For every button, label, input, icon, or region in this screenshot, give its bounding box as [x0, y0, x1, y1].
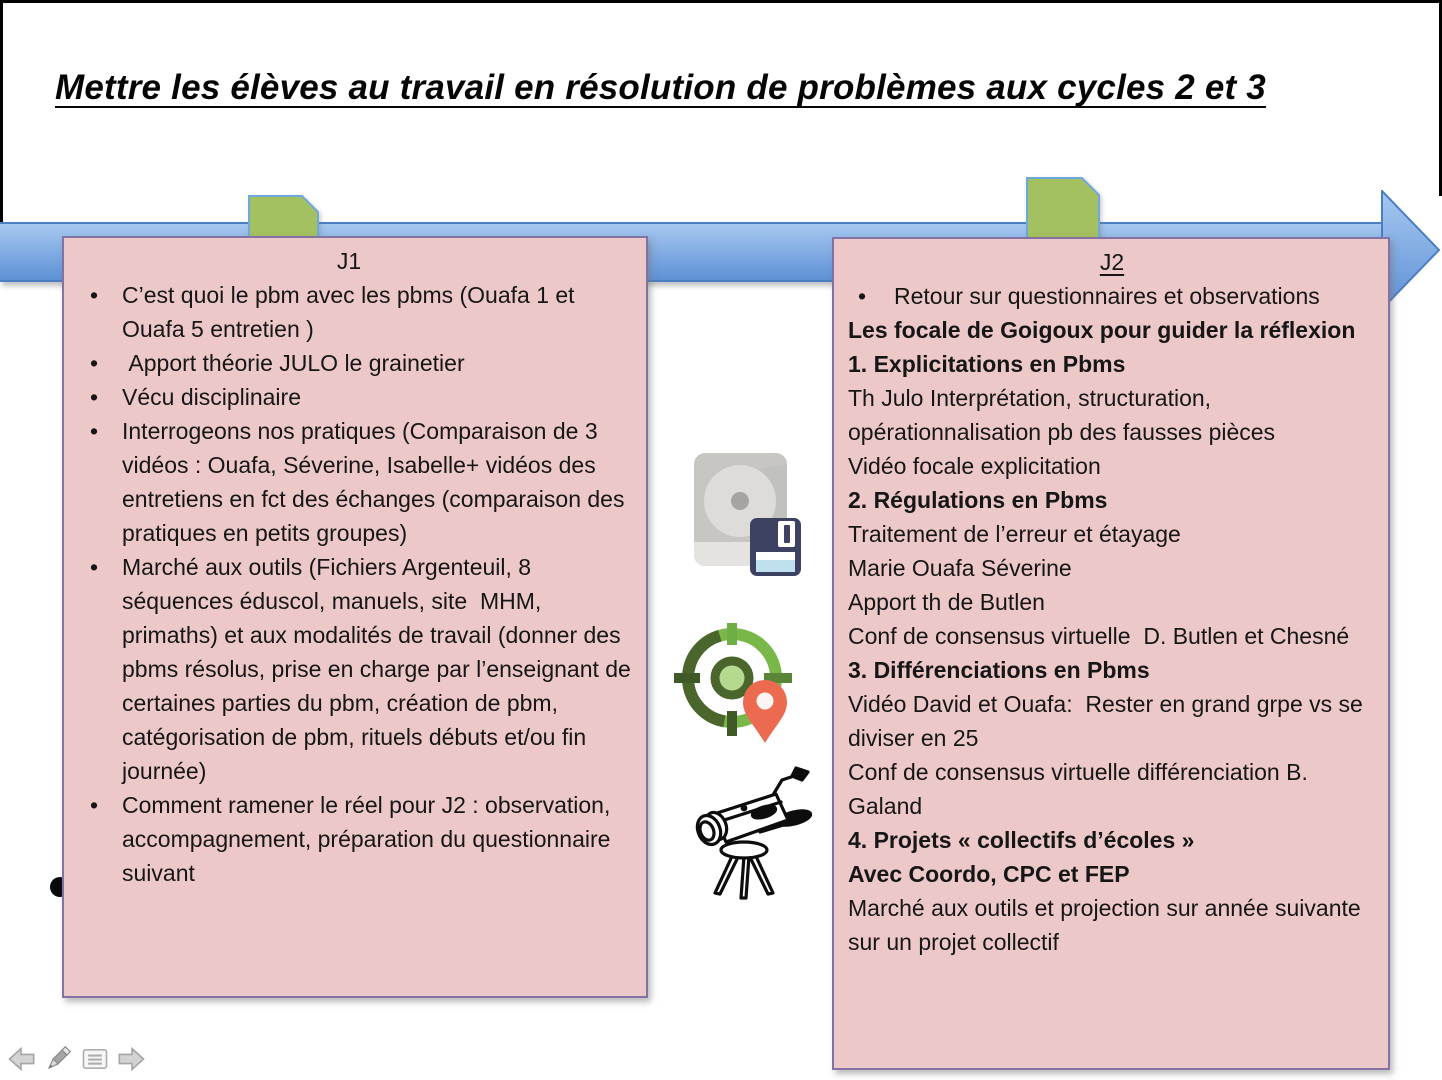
hard-drive-floppy-save-icon: [688, 450, 802, 578]
bullet-marker: •: [90, 418, 99, 444]
j2-item-3: 1. Explicitations en Pbms: [848, 351, 1126, 377]
list-item: [64, 380, 634, 414]
list-item: [64, 550, 638, 788]
j1-panel: [62, 236, 648, 998]
bullet-marker: •: [858, 283, 867, 309]
bullet-marker: •: [90, 554, 99, 580]
slide-border-top: [0, 0, 1442, 3]
j1-item-2: Apport théorie JULO le grainetier: [122, 350, 465, 376]
j1-item-3: Vécu disciplinaire: [122, 384, 301, 410]
j2-item-8: Marie Ouafa Séverine: [848, 555, 1072, 581]
j2-item-14: 4. Projets « collectifs d’écoles »: [848, 827, 1195, 853]
j2-item-12: Vidéo David et Ouafa: Rester en grand grpe vs se diviser en 25: [848, 691, 1370, 751]
list-item: [64, 346, 634, 380]
bullet-marker: •: [90, 282, 99, 308]
list-item: [848, 279, 1376, 313]
j2-item-11: 3. Différenciations en Pbms: [848, 657, 1150, 683]
bullet-marker: •: [90, 350, 99, 376]
gps-target-location-icon: [668, 618, 804, 748]
j2-item-13: Conf de consensus virtuelle différenciation B. Galand: [848, 759, 1315, 819]
j2-item-2: Les focale de Goigoux pour guider la réflexion: [848, 317, 1356, 343]
list-item: [64, 414, 634, 550]
slide-title: Mettre les élèves au travail en résolution de problèmes aux cycles 2 et 3: [55, 68, 1266, 107]
previous-slide-button[interactable]: [6, 1044, 36, 1074]
j1-item-1: C’est quoi le pbm avec les pbms (Ouafa 1 et Ouafa 5 entretien ): [122, 282, 581, 342]
timeline-tab-j2-icon: [1026, 177, 1100, 239]
timeline-tab-j1-icon: [248, 195, 319, 239]
j1-item-5: Marché aux outils (Fichiers Argenteuil, 8 séquences éduscol, manuels, site MHM, primaths) et aux modalités de travail (donner des pbms résolus, prise en charge par l’enseignant de certaines parties du pbm, création de pbm, catégorisation de pbm, rituels débuts et/ou fin journée): [122, 554, 638, 784]
j2-item-6: 2. Régulations en Pbms: [848, 487, 1108, 513]
next-slide-button[interactable]: [117, 1044, 147, 1074]
j2-item-15: Avec Coordo, CPC et FEP: [848, 861, 1130, 887]
j1-item-6: Comment ramener le réel pour J2 : observation, accompagnement, préparation du questionnaire suivant: [122, 792, 617, 886]
list-item: [64, 788, 634, 890]
list-item: [64, 278, 634, 346]
pen-tool-button[interactable]: [43, 1044, 73, 1074]
j2-item-4: Th Julo Interprétation, structuration, opérationnalisation pb des fausses pièces: [848, 385, 1276, 445]
slide-menu-button[interactable]: [80, 1044, 110, 1074]
bullet-marker: •: [90, 792, 99, 818]
j2-item-16: Marché aux outils et projection sur année suivante sur un projet collectif: [848, 895, 1368, 955]
j1-item-4: Interrogeons nos pratiques (Comparaison de 3 vidéos : Ouafa, Séverine, Isabelle+ vidéos des entretiens en fct des échanges (comparaison des pratiques en petits groupes): [122, 418, 631, 546]
j2-item-9: Apport th de Butlen: [848, 589, 1045, 615]
j2-item-10: Conf de consensus virtuelle D. Butlen et Chesné: [848, 623, 1350, 649]
j2-item-1: Retour sur questionnaires et observations: [894, 283, 1320, 309]
video-camera-tripod-icon: [682, 760, 818, 902]
slide-border-left: [0, 0, 3, 224]
timeline-arrowhead-icon: [1381, 190, 1442, 311]
j2-panel: [832, 237, 1390, 1070]
bullet-marker: •: [90, 384, 99, 410]
slideshow-navbar: [6, 1044, 147, 1074]
j2-item-5: Vidéo focale explicitation: [848, 453, 1101, 479]
j2-item-7: Traitement de l’erreur et étayage: [848, 521, 1181, 547]
j2-heading: J2: [1099, 249, 1125, 275]
j1-heading: J1: [336, 248, 362, 274]
